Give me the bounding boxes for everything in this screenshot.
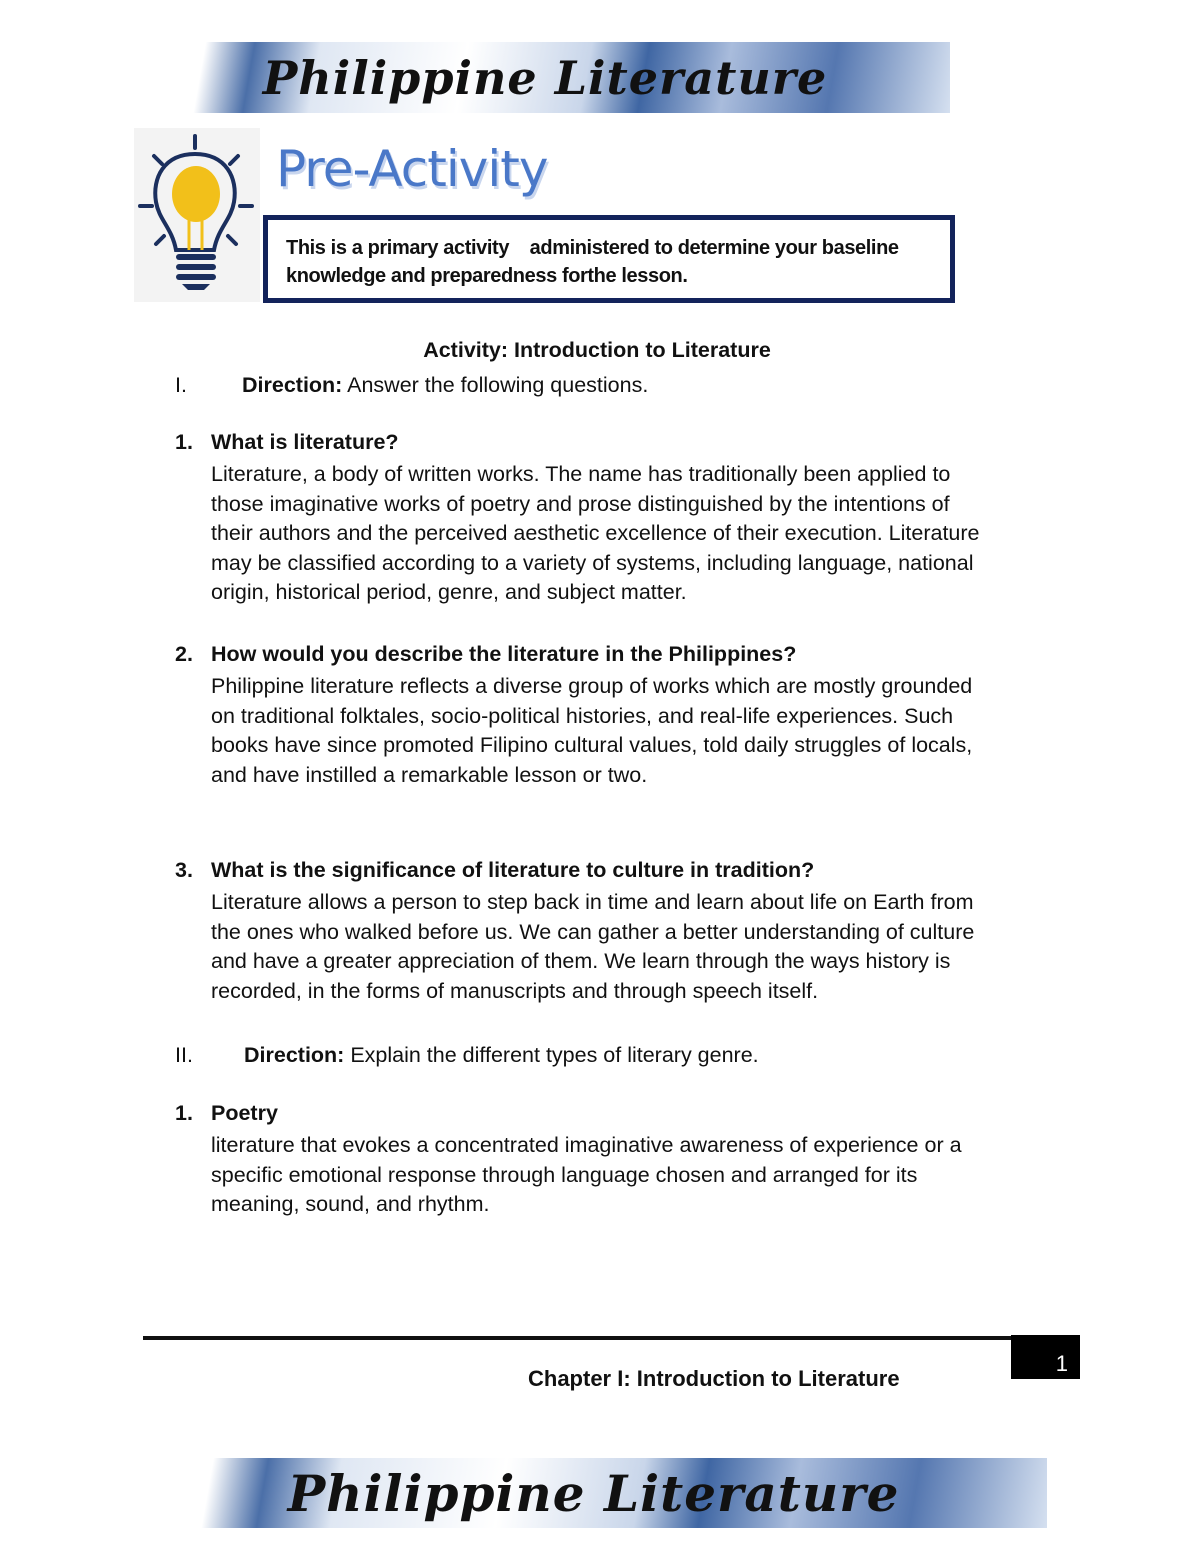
note-line: This is a primary activity administered to determine your baseline [286,237,899,259]
question-text: How would you describe the literature in the Philippines? [211,642,797,666]
answer-line: recorded, in the forms of manuscripts and through speech itself. [211,978,819,1003]
answer-line: Literature allows a person to step back in time and learn about life on Earth from [211,890,974,914]
direction-text: Answer the following questions. [342,373,649,397]
direction-label: Direction: [242,373,343,397]
answer-paragraph [211,460,980,608]
note-box [263,215,955,303]
lightbulb-brain-icon [134,128,260,302]
answer-line: and have a greater appreciation of them. We learn through the ways history is [211,949,951,973]
part2-numeral: II. [175,1043,193,1067]
answer-line: their authors and the perceived aesthetic excellence of their execution. Literature [211,521,980,545]
answer-paragraph [211,888,974,1006]
answer-paragraph [211,672,972,790]
question-text: What is the significance of literature to culture in tradition? [211,858,815,882]
section-title: Pre-Activity [276,140,548,198]
footer-banner [140,1458,1047,1528]
question-text: What is literature? [211,430,399,454]
part1-direction [242,373,648,398]
note-line: knowledge and preparedness forthe lesson. [286,265,688,287]
genre-term: Poetry [211,1101,278,1125]
direction-text: Explain the different types of literary genre. [344,1043,759,1067]
banner-logo-text: Philippine Literature [287,1463,900,1523]
chapter-title: Chapter I: Introduction to Literature [528,1366,900,1391]
answer-line: on traditional folktales, socio-political histories, and real-life experiences. Such [211,703,954,728]
answer-line: Literature, a body of written works. The name has traditionally been applied to [211,462,951,486]
answer-line: the ones who walked before us. We can gather a better understanding of culture [211,919,975,944]
header-banner [140,42,950,113]
footer-divider [143,1336,1011,1340]
answer-line: specific emotional response through language chosen and arranged for its [211,1162,918,1187]
question-number: 3. [175,858,193,882]
direction-label: Direction: [244,1043,345,1067]
answer-line: books have since promoted Filipino cultural values, told daily struggles of locals, [211,733,973,757]
genre-number: 1. [175,1101,193,1125]
banner-logo-text: Philippine Literature [262,50,828,105]
answer-line: literature that evokes a concentrated imaginative awareness of experience or a [211,1133,962,1157]
answer-line: origin, historical period, genre, and subject matter. [211,580,687,604]
part2-direction [244,1043,759,1068]
genre-definition [211,1131,962,1220]
answer-line: may be classified according to a variety of systems, including language, national [211,550,974,575]
answer-line: those imaginative works of poetry and prose distinguished by the intentions of [211,491,950,516]
answer-line: Philippine literature reflects a diverse group of works which are mostly grounded [211,674,973,698]
answer-line: and have instilled a remarkable lesson or two. [211,762,648,787]
question-number: 1. [175,430,193,454]
part1-numeral: I. [175,373,187,397]
answer-line: meaning, sound, and rhythm. [211,1192,490,1216]
page-number: 1 [1011,1335,1080,1379]
question-number: 2. [175,642,193,666]
activity-title: Activity: Introduction to Literature [423,338,771,362]
